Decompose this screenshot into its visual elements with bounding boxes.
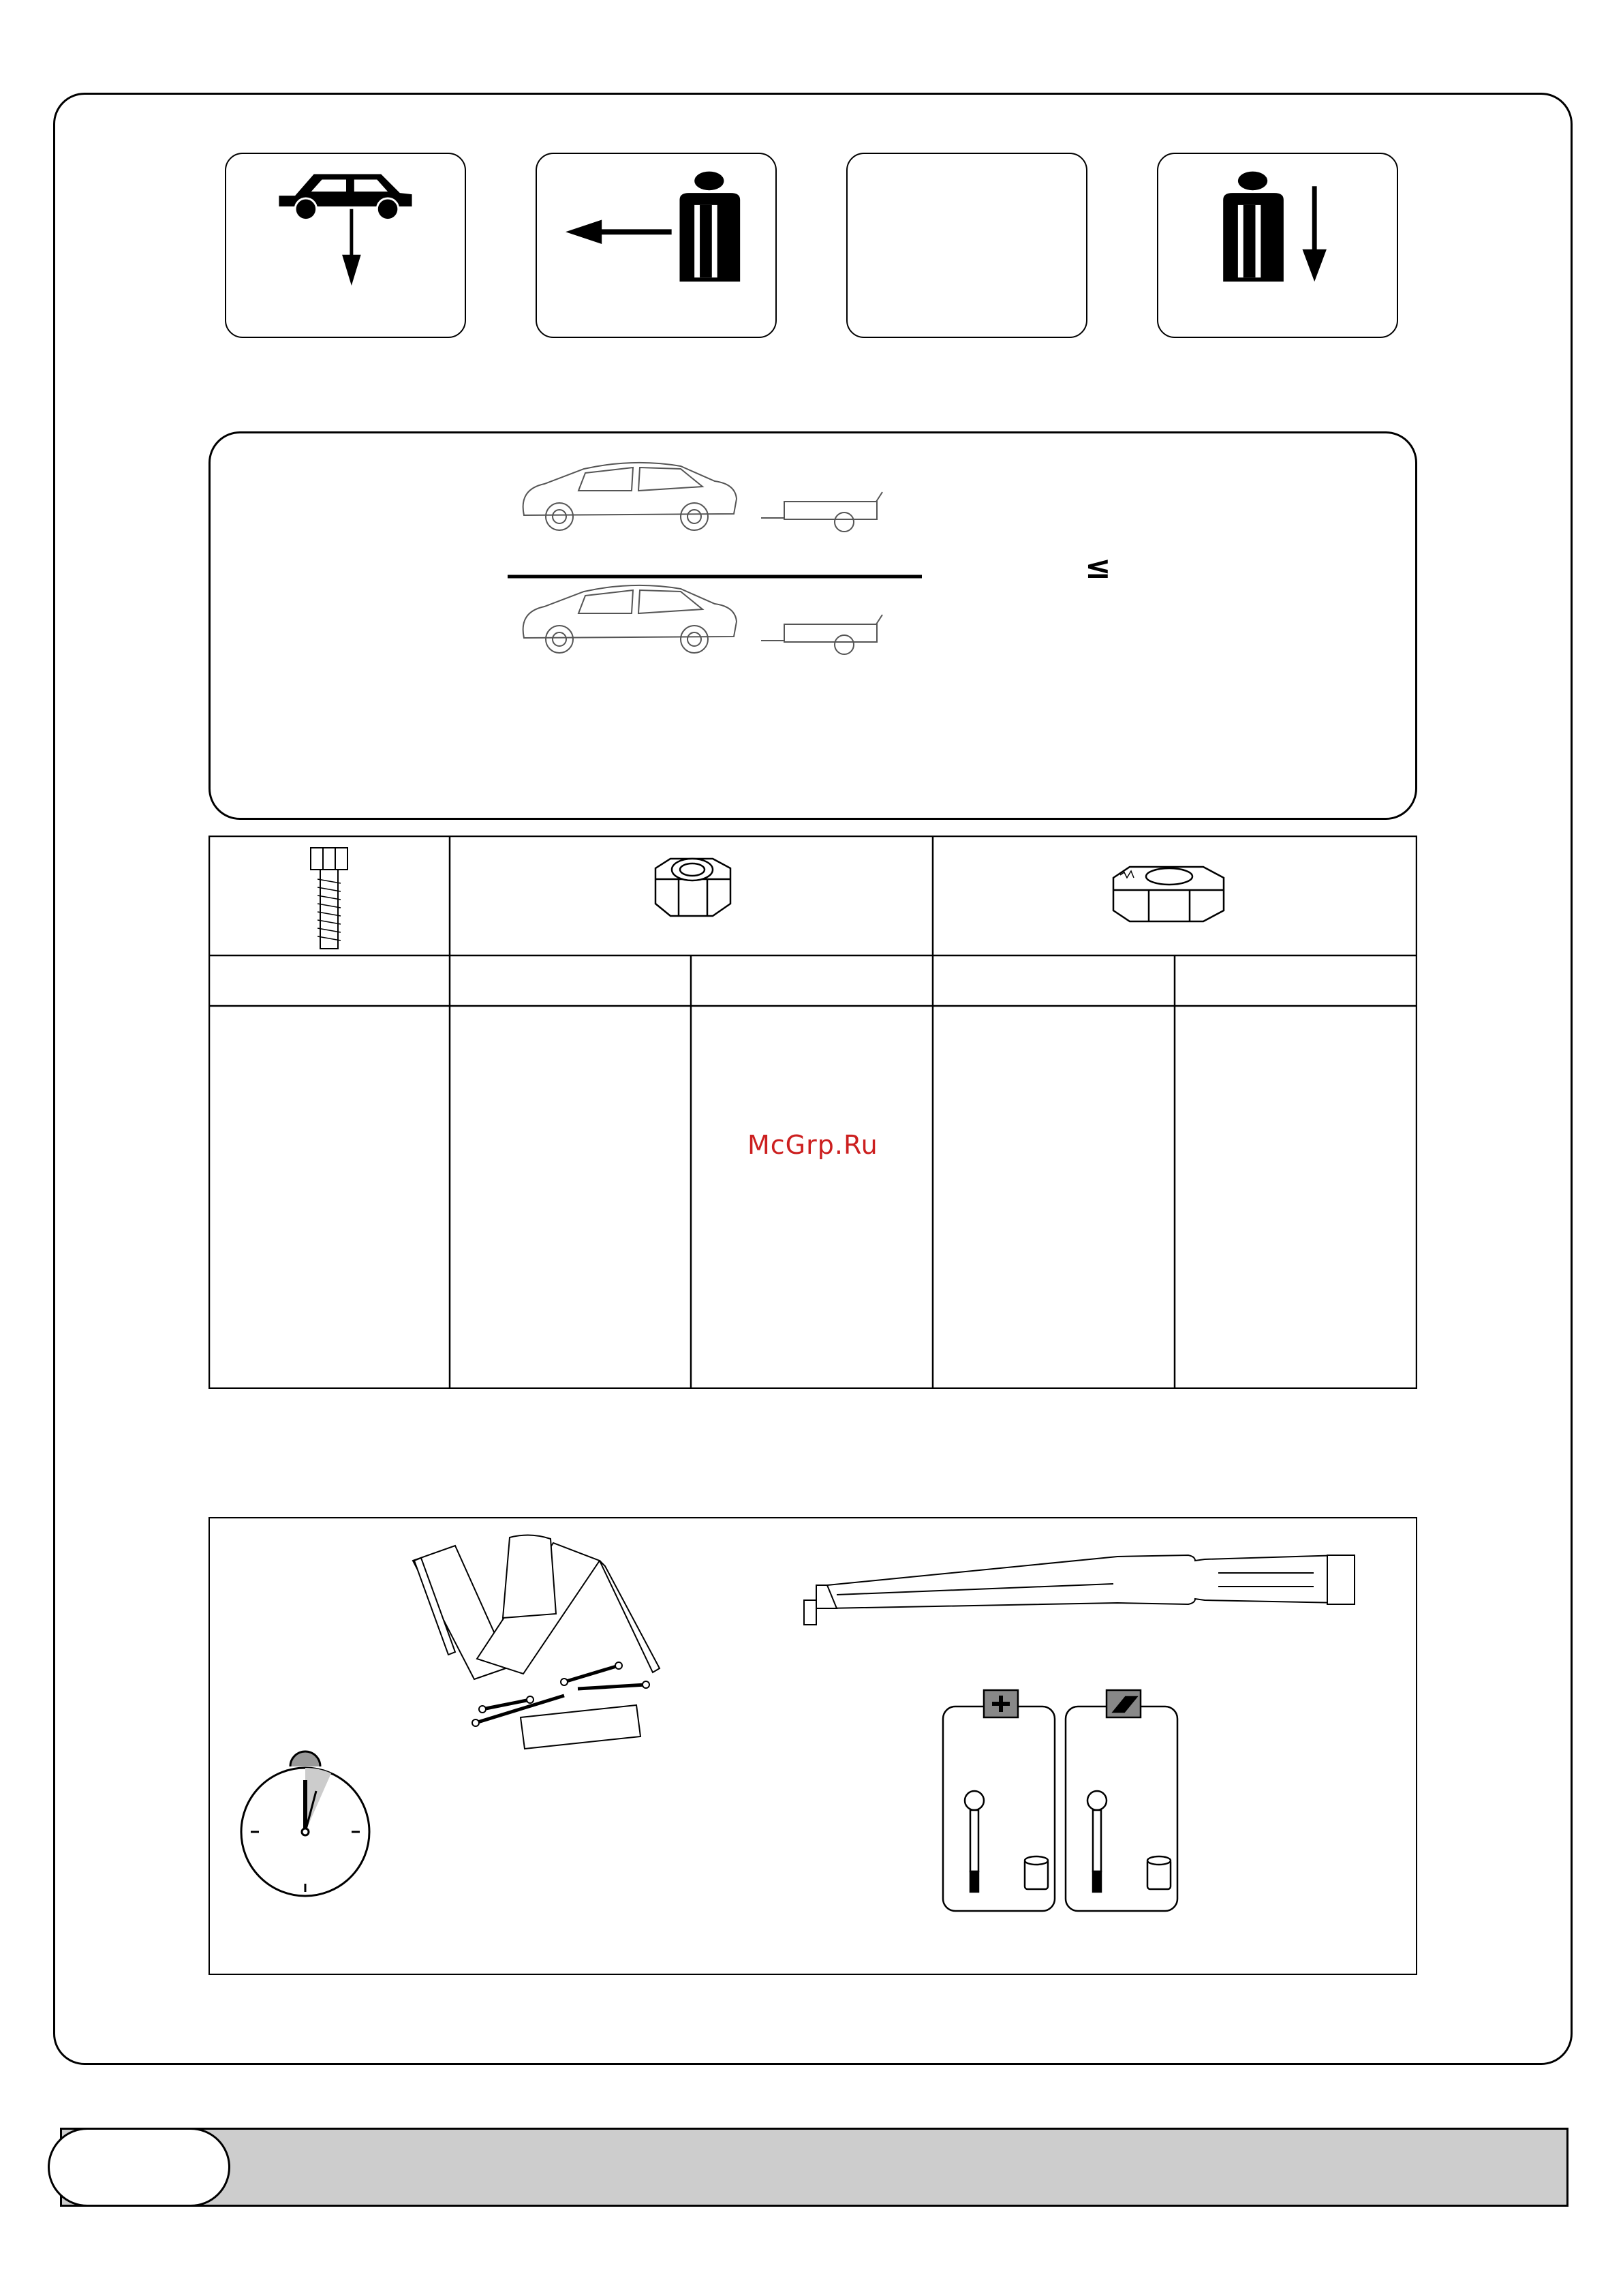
car-trailer-top-illustration	[523, 463, 882, 532]
bolt-icon	[311, 848, 347, 949]
socket-wrench-card-icon	[943, 1690, 1177, 1911]
vehicle-lowered-icon	[225, 153, 466, 338]
torque-table	[208, 836, 1417, 1389]
tools-panel	[208, 1517, 1417, 1975]
footer-bar	[60, 2128, 1568, 2207]
stopwatch-icon	[241, 1751, 369, 1896]
tow-ratio-formula	[208, 431, 1417, 820]
toolbox-icon	[413, 1535, 660, 1749]
blank-icon	[846, 153, 1087, 338]
less-equal-sign: ≤	[1085, 549, 1111, 585]
watermark: McGrp.Ru	[747, 1130, 878, 1160]
lock-nut-icon	[1113, 867, 1224, 921]
torque-wrench-icon	[804, 1555, 1355, 1625]
car-trailer-bottom-illustration	[523, 585, 882, 654]
nut-icon	[655, 859, 730, 916]
page-number-oval	[48, 2128, 230, 2207]
remove-weight-icon	[536, 153, 777, 338]
load-weight-icon	[1157, 153, 1398, 338]
